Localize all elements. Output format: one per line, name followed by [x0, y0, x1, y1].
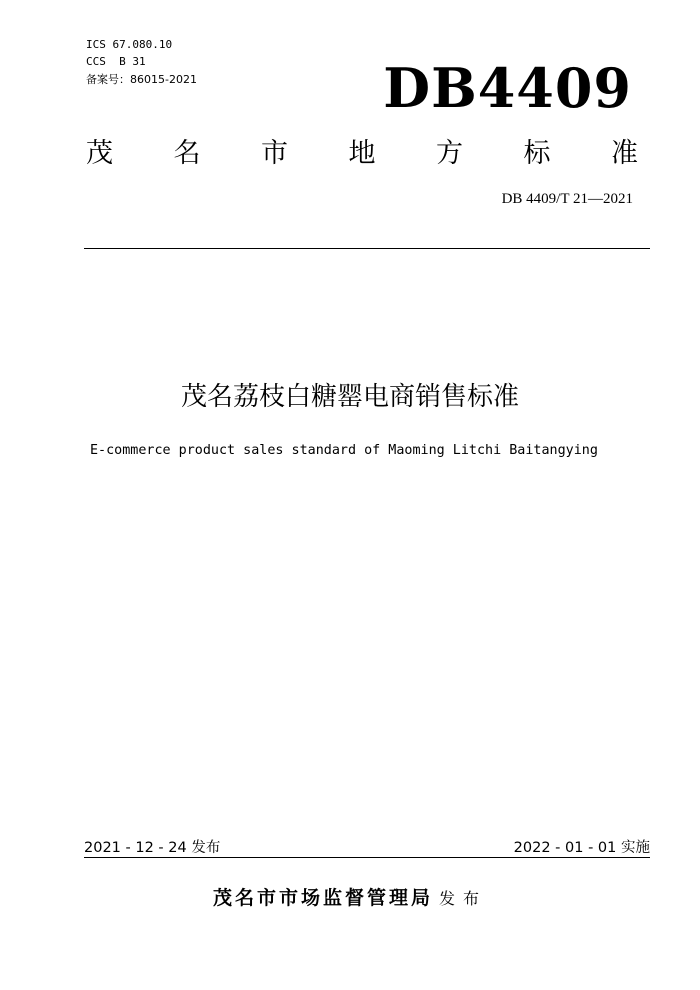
standard-type-char: 茂 — [86, 138, 113, 169]
standard-type-char: 市 — [261, 138, 288, 169]
title-chinese-text: 茂名荔枝白糖罂电商销售标准 — [180, 382, 519, 412]
header-divider — [84, 248, 650, 249]
filing-number: 备案号：86015-2021 — [86, 73, 197, 86]
document-title-chinese — [0, 377, 700, 417]
issuer-line — [0, 884, 700, 913]
issuer-name: 茂名市市场监督管理局 — [212, 887, 433, 909]
standard-type-char: 标 — [523, 138, 551, 169]
footer-divider — [84, 857, 650, 858]
issuer-suffix: 发布 — [439, 889, 488, 908]
standard-number: DB 4409/T 21—2021 — [501, 191, 633, 207]
standard-type-char: 地 — [348, 138, 376, 169]
ccs-code: CCS B 31 — [86, 55, 146, 68]
standard-code-large: DB4409 — [383, 56, 632, 120]
standard-type-char: 准 — [611, 138, 638, 169]
standard-type-char: 名 — [173, 138, 201, 169]
implementation-date: 2022 - 01 - 01 实施 — [513, 840, 650, 856]
document-title-english: E-commerce product sales standard of Maoming Litchi Baitangying — [90, 443, 598, 458]
standard-type-heading — [86, 136, 638, 172]
issue-date: 2021 - 12 - 24 发布 — [84, 840, 221, 856]
standard-type-char: 方 — [436, 138, 463, 169]
ics-code: ICS 67.080.10 — [86, 38, 173, 51]
